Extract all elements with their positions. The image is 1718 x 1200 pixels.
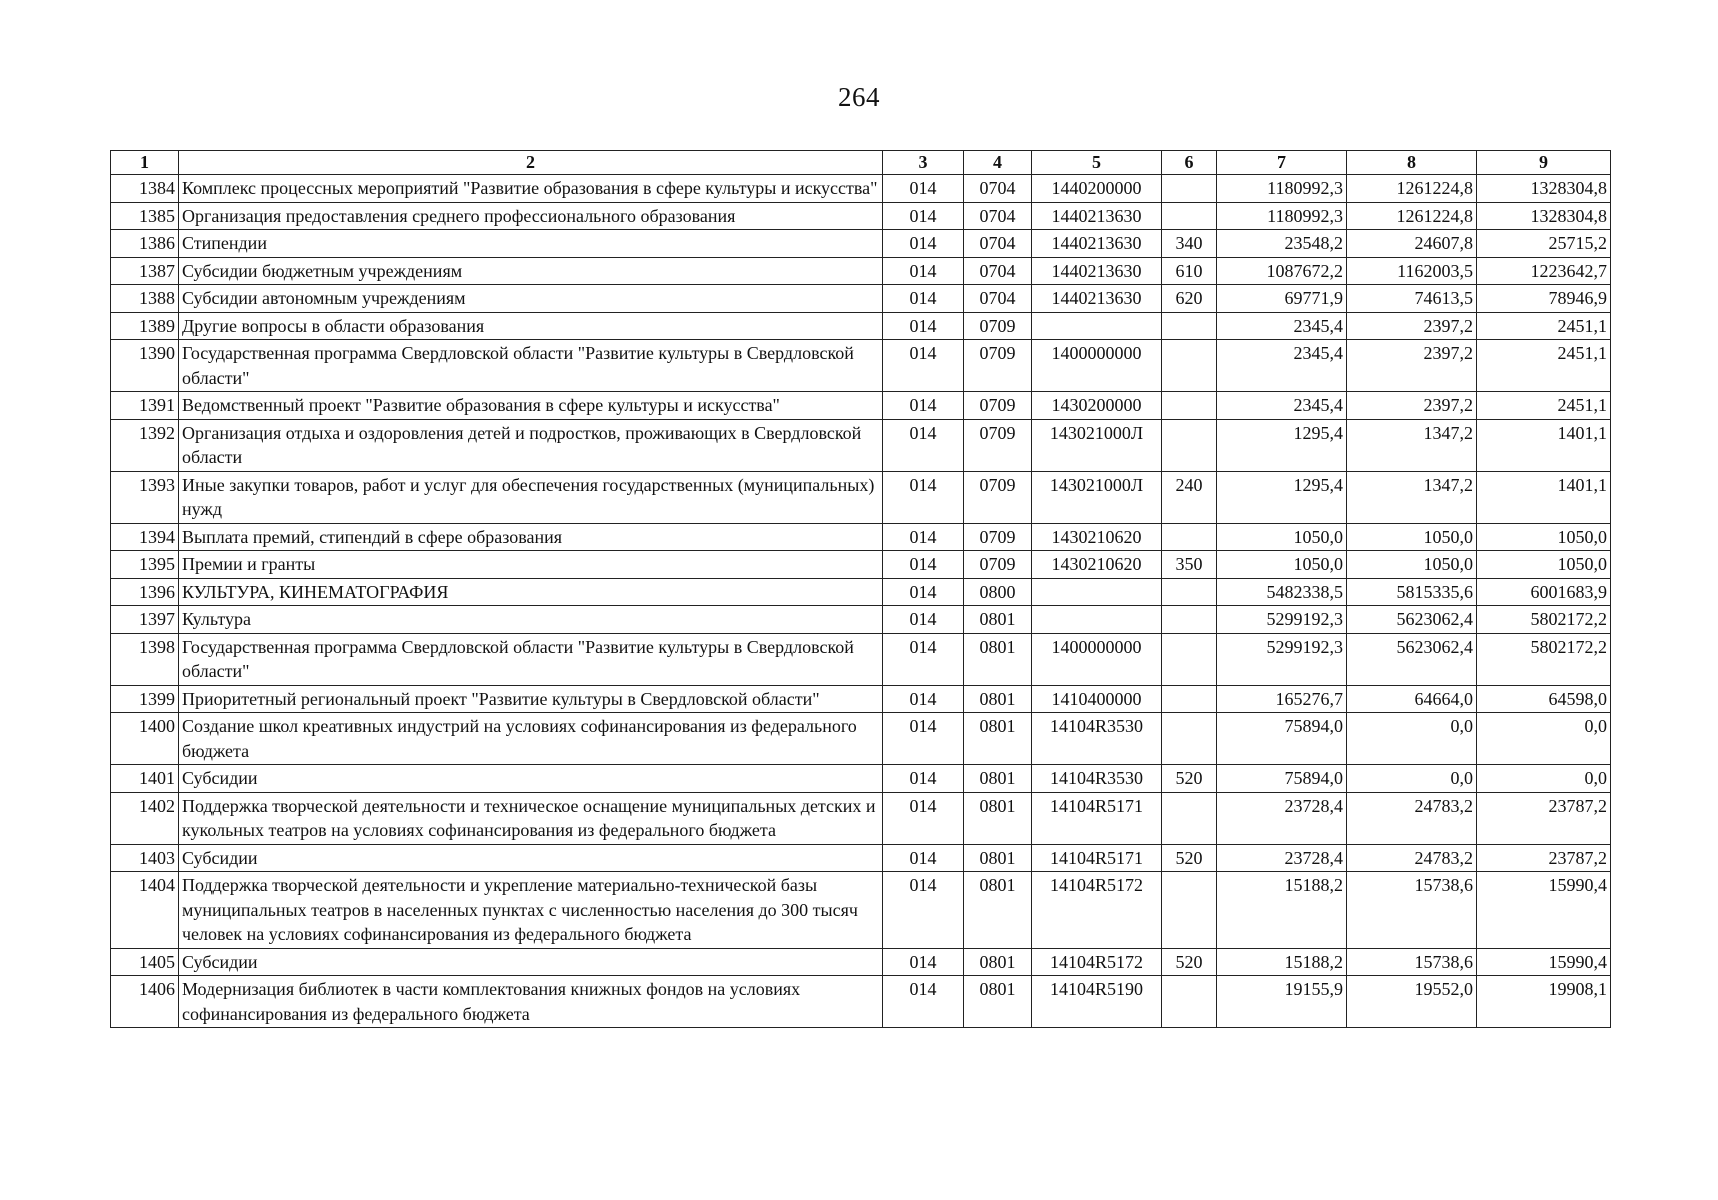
- amount-col7: 2345,4: [1217, 340, 1347, 392]
- table-row: [111, 471, 1611, 523]
- amount-col7: 165276,7: [1217, 685, 1347, 713]
- table-row: [111, 551, 1611, 579]
- table-row: [111, 606, 1611, 634]
- row-name: Премии и гранты: [179, 551, 883, 579]
- amount-col8: 2397,2: [1347, 340, 1477, 392]
- table-row: [111, 685, 1611, 713]
- expense-type-code: 520: [1162, 948, 1217, 976]
- target-article-code: 14104R5171: [1032, 844, 1162, 872]
- expense-type-code: [1162, 713, 1217, 765]
- amount-col7: 23728,4: [1217, 792, 1347, 844]
- column-header: 3: [883, 151, 964, 175]
- amount-col7: 1180992,3: [1217, 202, 1347, 230]
- row-name: Культура: [179, 606, 883, 634]
- target-article-code: 14104R3530: [1032, 713, 1162, 765]
- section-code: 0709: [964, 340, 1032, 392]
- section-code: 0704: [964, 175, 1032, 203]
- amount-col8: 15738,6: [1347, 948, 1477, 976]
- target-article-code: 1400000000: [1032, 633, 1162, 685]
- amount-col8: 5623062,4: [1347, 633, 1477, 685]
- section-code: 0704: [964, 257, 1032, 285]
- section-code: 0704: [964, 230, 1032, 258]
- row-number: 1394: [111, 523, 179, 551]
- expense-type-code: [1162, 202, 1217, 230]
- row-name: Субсидии: [179, 844, 883, 872]
- row-number: 1395: [111, 551, 179, 579]
- table-row: [111, 392, 1611, 420]
- amount-col9: 19908,1: [1477, 976, 1611, 1028]
- table-row: [111, 285, 1611, 313]
- expense-type-code: 340: [1162, 230, 1217, 258]
- target-article-code: 14104R5171: [1032, 792, 1162, 844]
- row-number: 1406: [111, 976, 179, 1028]
- ministry-code: 014: [883, 948, 964, 976]
- section-code: 0801: [964, 765, 1032, 793]
- row-name: Субсидии: [179, 948, 883, 976]
- target-article-code: [1032, 606, 1162, 634]
- row-name: Субсидии автономным учреждениям: [179, 285, 883, 313]
- amount-col9: 15990,4: [1477, 948, 1611, 976]
- column-header: 4: [964, 151, 1032, 175]
- ministry-code: 014: [883, 633, 964, 685]
- amount-col9: 25715,2: [1477, 230, 1611, 258]
- section-code: 0709: [964, 419, 1032, 471]
- expense-type-code: [1162, 633, 1217, 685]
- amount-col7: 2345,4: [1217, 312, 1347, 340]
- ministry-code: 014: [883, 230, 964, 258]
- ministry-code: 014: [883, 285, 964, 313]
- amount-col9: 1328304,8: [1477, 175, 1611, 203]
- ministry-code: 014: [883, 685, 964, 713]
- column-header: 9: [1477, 151, 1611, 175]
- row-name: Другие вопросы в области образования: [179, 312, 883, 340]
- target-article-code: 1400000000: [1032, 340, 1162, 392]
- expense-type-code: [1162, 312, 1217, 340]
- column-header: 8: [1347, 151, 1477, 175]
- row-number: 1386: [111, 230, 179, 258]
- ministry-code: 014: [883, 844, 964, 872]
- amount-col8: 74613,5: [1347, 285, 1477, 313]
- amount-col9: 0,0: [1477, 713, 1611, 765]
- amount-col8: 5815335,6: [1347, 578, 1477, 606]
- row-name: Субсидии бюджетным учреждениям: [179, 257, 883, 285]
- expense-type-code: [1162, 792, 1217, 844]
- ministry-code: 014: [883, 551, 964, 579]
- amount-col9: 1223642,7: [1477, 257, 1611, 285]
- amount-col7: 1180992,3: [1217, 175, 1347, 203]
- row-number: 1405: [111, 948, 179, 976]
- expense-type-code: [1162, 392, 1217, 420]
- page-number: 264: [838, 82, 880, 112]
- amount-col7: 69771,9: [1217, 285, 1347, 313]
- ministry-code: 014: [883, 257, 964, 285]
- column-header: 6: [1162, 151, 1217, 175]
- expense-type-code: [1162, 523, 1217, 551]
- expense-type-code: [1162, 976, 1217, 1028]
- expense-type-code: [1162, 175, 1217, 203]
- ministry-code: 014: [883, 606, 964, 634]
- amount-col7: 23548,2: [1217, 230, 1347, 258]
- table-header-row: [111, 151, 1611, 175]
- section-code: 0801: [964, 685, 1032, 713]
- row-name: Выплата премий, стипендий в сфере образования: [179, 523, 883, 551]
- section-code: 0801: [964, 976, 1032, 1028]
- row-name: Государственная программа Свердловской области "Развитие культуры в Свердловской области": [179, 633, 883, 685]
- ministry-code: 014: [883, 312, 964, 340]
- row-name: Ведомственный проект "Развитие образования в сфере культуры и искусства": [179, 392, 883, 420]
- amount-col8: 1347,2: [1347, 471, 1477, 523]
- amount-col9: 5802172,2: [1477, 606, 1611, 634]
- amount-col7: 75894,0: [1217, 765, 1347, 793]
- row-number: 1397: [111, 606, 179, 634]
- amount-col8: 2397,2: [1347, 312, 1477, 340]
- target-article-code: 143021000Л: [1032, 419, 1162, 471]
- amount-col7: 5299192,3: [1217, 606, 1347, 634]
- target-article-code: 143021000Л: [1032, 471, 1162, 523]
- amount-col7: 5482338,5: [1217, 578, 1347, 606]
- amount-col9: 78946,9: [1477, 285, 1611, 313]
- section-code: 0801: [964, 713, 1032, 765]
- row-name: Модернизация библиотек в части комплектования книжных фондов на условиях софинансирования из федерального бюджета: [179, 976, 883, 1028]
- amount-col9: 6001683,9: [1477, 578, 1611, 606]
- amount-col9: 15990,4: [1477, 872, 1611, 949]
- section-code: 0704: [964, 285, 1032, 313]
- row-number: 1400: [111, 713, 179, 765]
- ministry-code: 014: [883, 713, 964, 765]
- expense-type-code: [1162, 578, 1217, 606]
- target-article-code: [1032, 578, 1162, 606]
- amount-col9: 1050,0: [1477, 551, 1611, 579]
- section-code: 0801: [964, 633, 1032, 685]
- target-article-code: 1440213630: [1032, 285, 1162, 313]
- ministry-code: 014: [883, 976, 964, 1028]
- table-row: [111, 202, 1611, 230]
- section-code: 0801: [964, 872, 1032, 949]
- amount-col8: 15738,6: [1347, 872, 1477, 949]
- section-code: 0801: [964, 844, 1032, 872]
- row-number: 1384: [111, 175, 179, 203]
- amount-col7: 5299192,3: [1217, 633, 1347, 685]
- ministry-code: 014: [883, 523, 964, 551]
- amount-col8: 1347,2: [1347, 419, 1477, 471]
- amount-col8: 19552,0: [1347, 976, 1477, 1028]
- expense-type-code: 240: [1162, 471, 1217, 523]
- ministry-code: 014: [883, 175, 964, 203]
- row-name: Поддержка творческой деятельности и техническое оснащение муниципальных детских и кукольных театров на условиях софинансирования из федерального бюджета: [179, 792, 883, 844]
- amount-col7: 15188,2: [1217, 872, 1347, 949]
- row-name: Приоритетный региональный проект "Развитие культуры в Свердловской области": [179, 685, 883, 713]
- amount-col8: 1162003,5: [1347, 257, 1477, 285]
- expense-type-code: [1162, 419, 1217, 471]
- expense-type-code: [1162, 606, 1217, 634]
- amount-col8: 24783,2: [1347, 792, 1477, 844]
- ministry-code: 014: [883, 872, 964, 949]
- row-name: Иные закупки товаров, работ и услуг для обеспечения государственных (муниципальных) нужд: [179, 471, 883, 523]
- amount-col8: 0,0: [1347, 713, 1477, 765]
- table-row: [111, 419, 1611, 471]
- amount-col8: 24783,2: [1347, 844, 1477, 872]
- table-row: [111, 948, 1611, 976]
- amount-col7: 15188,2: [1217, 948, 1347, 976]
- table-row: [111, 230, 1611, 258]
- ministry-code: 014: [883, 792, 964, 844]
- target-article-code: [1032, 312, 1162, 340]
- expense-type-code: [1162, 685, 1217, 713]
- table-row: [111, 713, 1611, 765]
- target-article-code: 1440213630: [1032, 257, 1162, 285]
- table-row: [111, 844, 1611, 872]
- row-number: 1401: [111, 765, 179, 793]
- row-number: 1404: [111, 872, 179, 949]
- amount-col7: 1087672,2: [1217, 257, 1347, 285]
- amount-col7: 1295,4: [1217, 471, 1347, 523]
- table-row: [111, 976, 1611, 1028]
- amount-col8: 1261224,8: [1347, 202, 1477, 230]
- expense-type-code: 520: [1162, 765, 1217, 793]
- expense-type-code: 620: [1162, 285, 1217, 313]
- amount-col8: 2397,2: [1347, 392, 1477, 420]
- amount-col9: 1401,1: [1477, 419, 1611, 471]
- row-number: 1391: [111, 392, 179, 420]
- row-number: 1388: [111, 285, 179, 313]
- amount-col9: 64598,0: [1477, 685, 1611, 713]
- row-name: Организация отдыха и оздоровления детей и подростков, проживающих в Свердловской области: [179, 419, 883, 471]
- amount-col7: 75894,0: [1217, 713, 1347, 765]
- ministry-code: 014: [883, 202, 964, 230]
- amount-col9: 0,0: [1477, 765, 1611, 793]
- column-header: 2: [179, 151, 883, 175]
- amount-col7: 1050,0: [1217, 523, 1347, 551]
- section-code: 0709: [964, 471, 1032, 523]
- expense-type-code: [1162, 340, 1217, 392]
- row-name: Поддержка творческой деятельности и укрепление материально-технической базы муниципальных театров в населенных пунктах с численностью населения до 300 тысяч человек на условиях софинансирования из федерального бюджета: [179, 872, 883, 949]
- target-article-code: 1430210620: [1032, 551, 1162, 579]
- amount-col7: 19155,9: [1217, 976, 1347, 1028]
- target-article-code: 1430210620: [1032, 523, 1162, 551]
- ministry-code: 014: [883, 765, 964, 793]
- amount-col7: 23728,4: [1217, 844, 1347, 872]
- target-article-code: 14104R5190: [1032, 976, 1162, 1028]
- amount-col9: 23787,2: [1477, 844, 1611, 872]
- row-number: 1389: [111, 312, 179, 340]
- amount-col8: 64664,0: [1347, 685, 1477, 713]
- column-header: 7: [1217, 151, 1347, 175]
- target-article-code: 1440213630: [1032, 202, 1162, 230]
- row-number: 1396: [111, 578, 179, 606]
- expense-type-code: 520: [1162, 844, 1217, 872]
- section-code: 0801: [964, 948, 1032, 976]
- amount-col8: 1050,0: [1347, 523, 1477, 551]
- table-row: [111, 257, 1611, 285]
- table-row: [111, 340, 1611, 392]
- target-article-code: 1440213630: [1032, 230, 1162, 258]
- budget-table: [110, 150, 1611, 1028]
- row-name: Организация предоставления среднего профессионального образования: [179, 202, 883, 230]
- table-row: [111, 175, 1611, 203]
- table-row: [111, 765, 1611, 793]
- target-article-code: 1430200000: [1032, 392, 1162, 420]
- amount-col8: 24607,8: [1347, 230, 1477, 258]
- row-name: КУЛЬТУРА, КИНЕМАТОГРАФИЯ: [179, 578, 883, 606]
- expense-type-code: 350: [1162, 551, 1217, 579]
- target-article-code: 14104R5172: [1032, 948, 1162, 976]
- expense-type-code: [1162, 872, 1217, 949]
- amount-col9: 1401,1: [1477, 471, 1611, 523]
- target-article-code: 14104R3530: [1032, 765, 1162, 793]
- amount-col7: 1050,0: [1217, 551, 1347, 579]
- column-header: 5: [1032, 151, 1162, 175]
- amount-col9: 23787,2: [1477, 792, 1611, 844]
- ministry-code: 014: [883, 471, 964, 523]
- amount-col9: 2451,1: [1477, 312, 1611, 340]
- amount-col9: 5802172,2: [1477, 633, 1611, 685]
- row-name: Комплекс процессных мероприятий "Развитие образования в сфере культуры и искусства": [179, 175, 883, 203]
- row-number: 1399: [111, 685, 179, 713]
- row-name: Стипендии: [179, 230, 883, 258]
- amount-col9: 1050,0: [1477, 523, 1611, 551]
- amount-col7: 1295,4: [1217, 419, 1347, 471]
- table-row: [111, 578, 1611, 606]
- ministry-code: 014: [883, 419, 964, 471]
- row-number: 1398: [111, 633, 179, 685]
- section-code: 0801: [964, 792, 1032, 844]
- section-code: 0704: [964, 202, 1032, 230]
- amount-col8: 1050,0: [1347, 551, 1477, 579]
- row-name: Субсидии: [179, 765, 883, 793]
- amount-col8: 0,0: [1347, 765, 1477, 793]
- row-number: 1385: [111, 202, 179, 230]
- expense-type-code: 610: [1162, 257, 1217, 285]
- amount-col9: 1328304,8: [1477, 202, 1611, 230]
- row-number: 1393: [111, 471, 179, 523]
- section-code: 0709: [964, 551, 1032, 579]
- amount-col8: 1261224,8: [1347, 175, 1477, 203]
- ministry-code: 014: [883, 578, 964, 606]
- ministry-code: 014: [883, 392, 964, 420]
- row-number: 1392: [111, 419, 179, 471]
- row-number: 1402: [111, 792, 179, 844]
- amount-col9: 2451,1: [1477, 340, 1611, 392]
- table-row: [111, 312, 1611, 340]
- section-code: 0709: [964, 392, 1032, 420]
- row-name: Государственная программа Свердловской области "Развитие культуры в Свердловской области": [179, 340, 883, 392]
- table-row: [111, 523, 1611, 551]
- target-article-code: 1440200000: [1032, 175, 1162, 203]
- row-name: Создание школ креативных индустрий на условиях софинансирования из федерального бюджета: [179, 713, 883, 765]
- section-code: 0709: [964, 312, 1032, 340]
- target-article-code: 1410400000: [1032, 685, 1162, 713]
- amount-col8: 5623062,4: [1347, 606, 1477, 634]
- table-row: [111, 792, 1611, 844]
- row-number: 1387: [111, 257, 179, 285]
- section-code: 0801: [964, 606, 1032, 634]
- target-article-code: 14104R5172: [1032, 872, 1162, 949]
- row-number: 1403: [111, 844, 179, 872]
- amount-col9: 2451,1: [1477, 392, 1611, 420]
- table-row: [111, 872, 1611, 949]
- section-code: 0709: [964, 523, 1032, 551]
- amount-col7: 2345,4: [1217, 392, 1347, 420]
- column-header: 1: [111, 151, 179, 175]
- ministry-code: 014: [883, 340, 964, 392]
- row-number: 1390: [111, 340, 179, 392]
- section-code: 0800: [964, 578, 1032, 606]
- table-row: [111, 633, 1611, 685]
